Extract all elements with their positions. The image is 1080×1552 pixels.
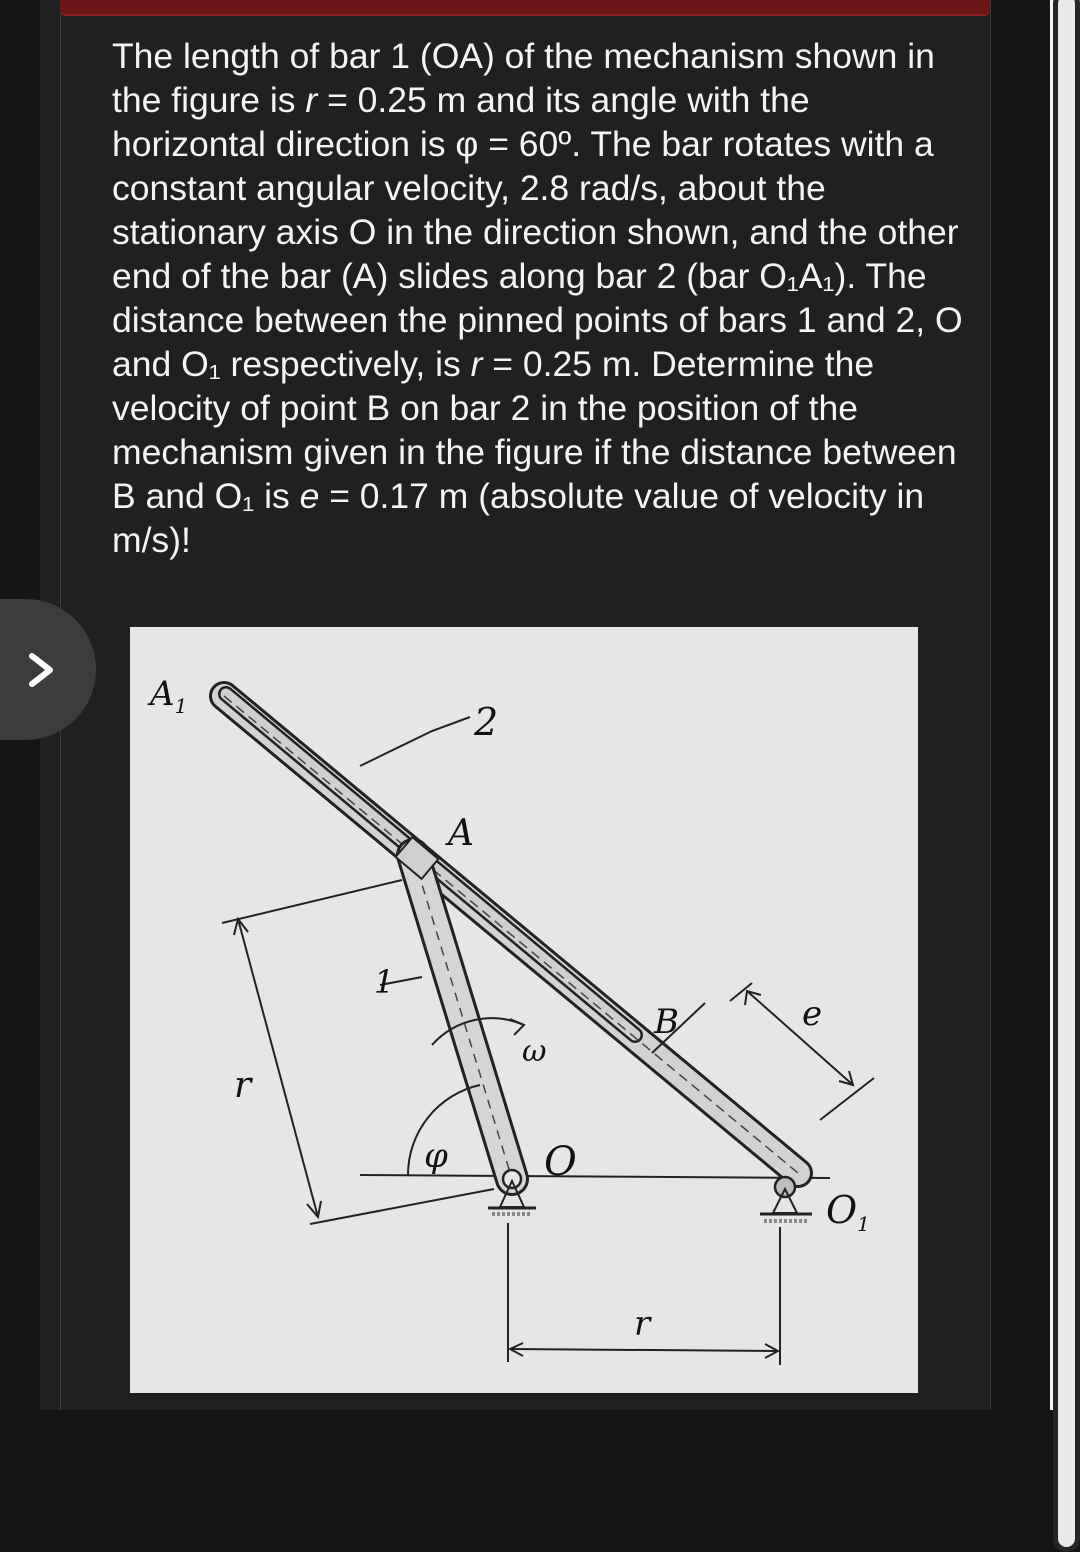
scrollbar-thumb[interactable] bbox=[1053, 0, 1080, 1552]
question-part-4: = 0.17 m (absolute value of velocity in m/s)! bbox=[112, 476, 925, 560]
question-part-1: The length of bar 1 (OA) of the mechanism shown in the figure is bbox=[112, 36, 935, 120]
card-border-right bbox=[990, 0, 991, 1410]
label-1: 1 bbox=[374, 963, 395, 1001]
mechanism-figure bbox=[130, 627, 918, 1393]
chevron-right-icon bbox=[26, 652, 56, 688]
label-omega: ω bbox=[522, 1034, 547, 1069]
question-text bbox=[112, 34, 972, 562]
label-o1: $O_1$ bbox=[826, 1188, 870, 1236]
label-o: O bbox=[544, 1139, 577, 1185]
label-r-left: r bbox=[234, 1065, 252, 1106]
symbol-r: r bbox=[305, 80, 318, 120]
label-a: A bbox=[448, 813, 474, 854]
mechanism-diagram bbox=[130, 627, 918, 1393]
symbol-r-2: r bbox=[470, 344, 483, 384]
label-2: 2 bbox=[474, 700, 499, 744]
leader-2 bbox=[360, 717, 470, 766]
question-part-3: = 0.25 m. Determine the velocity of point B on bar 2 in the position of the mechanism given in the figure if the distance between B and O₁ is bbox=[112, 344, 957, 516]
label-e: e bbox=[802, 994, 823, 1034]
label-r-bottom: r bbox=[634, 1304, 651, 1344]
card-header-band bbox=[60, 0, 990, 16]
label-b: B bbox=[654, 1002, 679, 1042]
question-part-2: = 0.25 m and its angle with the horizontal direction is φ = 60º. The bar rotates with a constant angular velocity, 2.8 rad/s, about the stationary axis O in the direction shown, and the other end of the bar (A) slides along bar 2 (bar O₁A₁). The distance between the pinned points of bars 1 and 2, O and O₁ respectively, is bbox=[112, 80, 963, 384]
symbol-e: e bbox=[299, 476, 320, 516]
bar-2 bbox=[224, 694, 798, 1173]
label-a1: $A_1$ bbox=[150, 674, 188, 718]
label-phi: φ bbox=[424, 1136, 448, 1176]
